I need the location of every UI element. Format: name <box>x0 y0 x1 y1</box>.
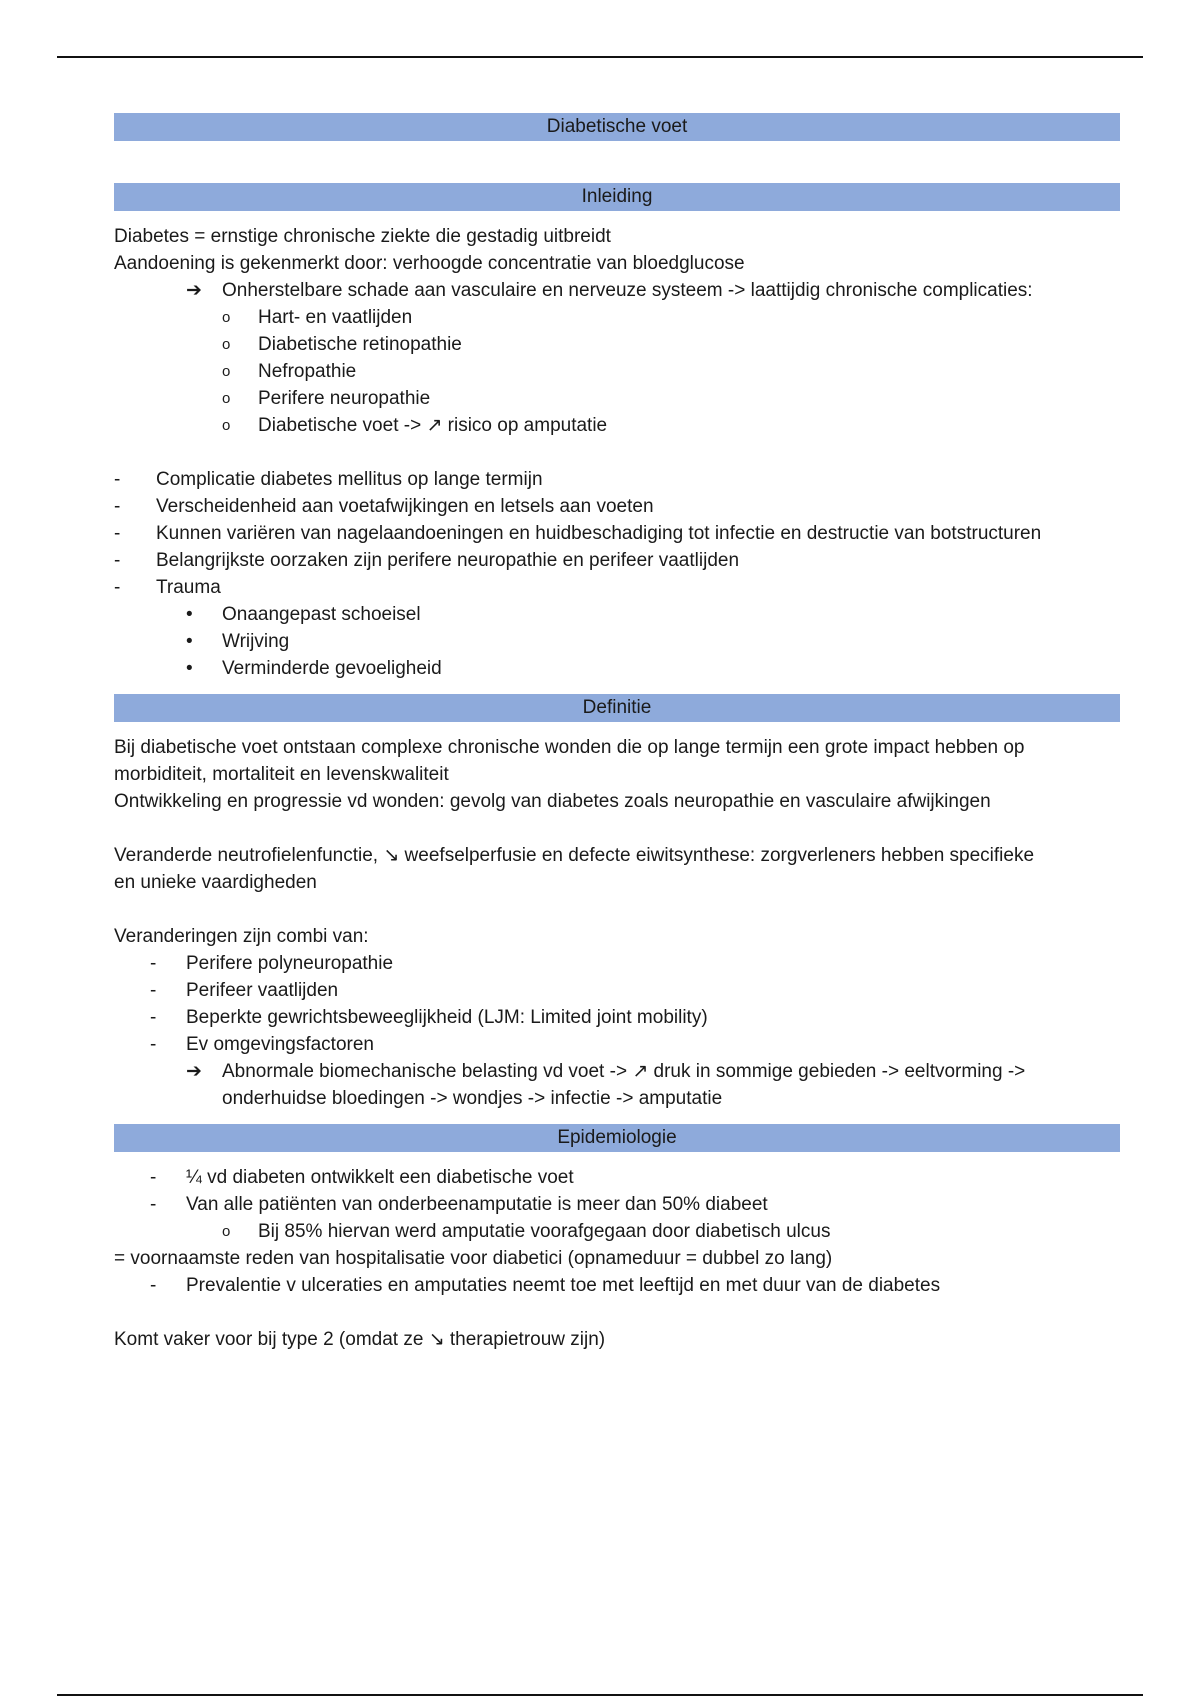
circle-bullet-icon: o <box>222 1223 231 1240</box>
section-heading-inleiding: Inleiding <box>114 183 1120 211</box>
dash-bullet-icon: - <box>150 1275 157 1296</box>
dash-bullet-icon: - <box>114 577 121 598</box>
paragraph: Bij diabetische voet ontstaan complexe chronische wonden die op lange termijn een grote impact hebben op <box>114 737 1025 758</box>
dash-bullet-icon: - <box>150 953 157 974</box>
list-item: o Diabetische retinopathie <box>114 331 1120 358</box>
paragraph: Diabetes = ernstige chronische ziekte die gestadig uitbreidt <box>114 226 611 247</box>
list-item: o Nefropathie <box>114 358 1120 385</box>
paragraph: = voornaamste reden van hospitalisatie voor diabetici (opnameduur = dubbel zo lang) <box>114 1248 833 1269</box>
dash-bullet-icon: - <box>150 1167 157 1188</box>
dash-bullet-icon: - <box>114 469 121 490</box>
section-heading-epidemiologie: Epidemiologie <box>114 1124 1120 1152</box>
list-item: - Prevalentie v ulceraties en amputaties neemt toe met leeftijd en met duur van de diabetes <box>114 1272 1120 1299</box>
circle-bullet-icon: o <box>222 309 231 326</box>
paragraph: Veranderingen zijn combi van: <box>114 926 369 947</box>
paragraph: en unieke vaardigheden <box>114 872 317 893</box>
arrow-icon: ➔ <box>186 1061 202 1082</box>
document-body <box>114 113 1120 1353</box>
dash-bullet-icon: - <box>150 1034 157 1055</box>
paragraph: Komt vaker voor bij type 2 (omdat ze ↘ therapietrouw zijn) <box>114 1329 606 1350</box>
circle-bullet-icon: o <box>222 363 231 380</box>
list-item: • Onaangepast schoeisel <box>114 601 1120 628</box>
list-item: o Bij 85% hiervan werd amputatie voorafgegaan door diabetisch ulcus <box>114 1218 1120 1245</box>
arrow-icon: ➔ <box>186 280 202 301</box>
dash-bullet-icon: - <box>114 550 121 571</box>
list-item: • Verminderde gevoeligheid <box>114 655 1120 682</box>
list-item: - Perifeer vaatlijden <box>114 977 1120 1004</box>
list-item: • Wrijving <box>114 628 1120 655</box>
list-item: - Verscheidenheid aan voetafwijkingen en letsels aan voeten <box>114 493 1120 520</box>
bullet-icon: • <box>186 604 193 625</box>
dash-bullet-icon: - <box>150 980 157 1001</box>
list-item: o Hart- en vaatlijden <box>114 304 1120 331</box>
list-item: o Perifere neuropathie <box>114 385 1120 412</box>
circle-bullet-icon: o <box>222 417 231 434</box>
list-item: - ¼ vd diabeten ontwikkelt een diabetische voet <box>114 1164 1120 1191</box>
list-item: - Beperkte gewrichtsbeweeglijkheid (LJM: Limited joint mobility) <box>114 1004 1120 1031</box>
paragraph: Aandoening is gekenmerkt door: verhoogde concentratie van bloedglucose <box>114 253 745 274</box>
list-item: - Kunnen variëren van nagelaandoeningen en huidbeschadiging tot infectie en destructie van botstructuren <box>114 520 1120 547</box>
list-item: - Van alle patiënten van onderbeenamputatie is meer dan 50% diabeet <box>114 1191 1120 1218</box>
circle-bullet-icon: o <box>222 390 231 407</box>
list-item: o Diabetische voet -> ↗ risico op amputatie <box>114 412 1120 439</box>
list-item: - Complicatie diabetes mellitus op lange termijn <box>114 466 1120 493</box>
paragraph: Veranderde neutrofielenfunctie, ↘ weefselperfusie en defecte eiwitsynthese: zorgverleners hebben specifieke <box>114 845 1035 866</box>
header-rule <box>57 56 1143 58</box>
dash-bullet-icon: - <box>150 1194 157 1215</box>
circle-bullet-icon: o <box>222 336 231 353</box>
list-item: ➔ Abnormale biomechanische belasting vd voet -> ↗ druk in sommige gebieden -> eeltvorming -> onderhuidse bloedingen -> wondjes -> infectie -> amputatie <box>114 1058 1120 1112</box>
paragraph: Ontwikkeling en progressie vd wonden: gevolg van diabetes zoals neuropathie en vasculaire afwijkingen <box>114 791 991 812</box>
bullet-icon: • <box>186 631 193 652</box>
dash-bullet-icon: - <box>114 496 121 517</box>
bullet-icon: • <box>186 658 193 679</box>
document-title: Diabetische voet <box>114 113 1120 141</box>
list-item: - Perifere polyneuropathie <box>114 950 1120 977</box>
paragraph: morbiditeit, mortaliteit en levenskwaliteit <box>114 764 449 785</box>
list-item: - Belangrijkste oorzaken zijn perifere neuropathie en perifeer vaatlijden <box>114 547 1120 574</box>
section-heading-definitie: Definitie <box>114 694 1120 722</box>
dash-bullet-icon: - <box>150 1007 157 1028</box>
dash-bullet-icon: - <box>114 523 121 544</box>
footer-rule <box>57 1694 1143 1696</box>
list-item: - Trauma <box>114 574 1120 601</box>
list-item: - Ev omgevingsfactoren <box>114 1031 1120 1058</box>
list-item: ➔ Onherstelbare schade aan vasculaire en nerveuze systeem -> laattijdig chronische complicaties: <box>114 277 1120 304</box>
